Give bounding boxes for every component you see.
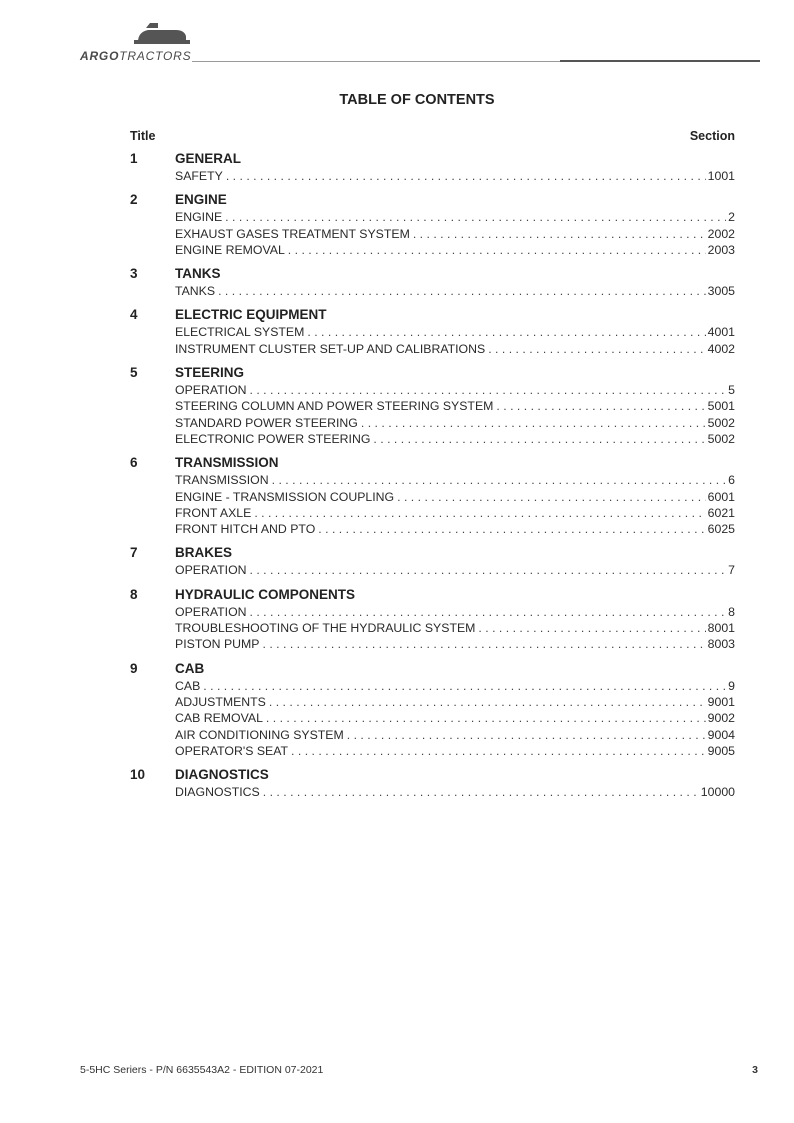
entry-section-number: 8001 <box>707 621 735 636</box>
dot-leader <box>373 431 705 447</box>
toc-entry[interactable] <box>175 283 735 299</box>
toc-entry[interactable] <box>175 710 735 726</box>
toc-entry[interactable] <box>175 620 735 636</box>
toc-entry[interactable] <box>175 382 735 398</box>
entry-section-number: 2003 <box>707 242 735 257</box>
dot-leader <box>488 341 705 357</box>
entry-label: SAFETY <box>175 169 223 183</box>
toc-section <box>130 454 735 537</box>
entry-label: ELECTRICAL SYSTEM <box>175 325 305 340</box>
entry-section-number: 9 <box>728 678 735 693</box>
entry-label: EXHAUST GASES TREATMENT SYSTEM <box>175 226 410 241</box>
entry-label: ENGINE <box>175 210 223 225</box>
footer-page-number: 3 <box>752 1064 758 1076</box>
toc-section <box>130 150 735 184</box>
toc-section <box>130 191 735 258</box>
entry-label: ENGINE - TRANSMISSION COUPLING <box>175 489 395 504</box>
table-of-contents <box>130 150 735 807</box>
toc-entry[interactable] <box>175 489 735 505</box>
entry-section-number: 5 <box>728 383 735 398</box>
column-header-title: Title <box>130 129 156 143</box>
entry-section-number: 4001 <box>707 325 735 340</box>
toc-entry[interactable] <box>175 242 735 258</box>
section-title[interactable]: GENERAL <box>175 151 242 166</box>
section-number: 10 <box>130 767 146 783</box>
entry-section-number: 2 <box>728 210 735 225</box>
entry-label: OPERATOR'S SEAT <box>175 743 289 758</box>
toc-section <box>130 660 735 759</box>
entry-label: TANKS <box>175 284 216 299</box>
toc-entry[interactable] <box>175 636 735 652</box>
entry-section-number: 9004 <box>707 727 735 742</box>
dot-leader <box>347 727 706 743</box>
section-number: 6 <box>130 455 138 471</box>
section-title[interactable]: TANKS <box>175 266 221 282</box>
section-number: 4 <box>130 307 138 323</box>
entry-label: FRONT HITCH AND PTO <box>175 522 316 537</box>
section-title[interactable]: ENGINE <box>175 192 227 208</box>
dot-leader <box>225 209 726 225</box>
entry-label: OPERATION <box>175 383 247 398</box>
entry-section-number: 6025 <box>707 522 735 537</box>
section-number: 8 <box>130 586 138 602</box>
toc-section <box>130 544 735 578</box>
entry-section-number: 1001 <box>707 169 735 183</box>
entry-label: FRONT AXLE <box>175 505 252 520</box>
entry-section-number: 8003 <box>707 637 735 652</box>
dot-leader <box>307 324 705 340</box>
dot-leader <box>263 636 706 652</box>
entry-label: ELECTRONIC POWER STEERING <box>175 431 371 446</box>
entry-section-number: 10000 <box>700 785 735 800</box>
dot-leader <box>478 620 705 636</box>
section-number: 7 <box>130 545 138 561</box>
section-number: 3 <box>130 266 138 282</box>
dot-leader <box>413 226 706 242</box>
page-header <box>0 0 794 70</box>
entry-label: INSTRUMENT CLUSTER SET-UP AND CALIBRATIONS <box>175 341 486 356</box>
section-number: 5 <box>130 365 138 381</box>
toc-section <box>130 364 735 447</box>
entry-section-number: 7 <box>728 563 735 578</box>
entry-label: TRANSMISSION <box>175 473 269 488</box>
toc-entry[interactable] <box>175 562 735 578</box>
entry-label: STANDARD POWER STEERING <box>175 415 358 430</box>
toc-entry[interactable] <box>175 341 735 357</box>
entry-section-number: 3005 <box>707 284 735 299</box>
entry-section-number: 9002 <box>707 711 735 726</box>
entry-section-number: 5001 <box>707 399 735 414</box>
toc-entry[interactable] <box>175 727 735 743</box>
dot-leader <box>266 710 706 726</box>
dot-leader <box>250 562 727 578</box>
toc-entry[interactable] <box>175 472 735 488</box>
logo-wordmark: ARGOTRACTORS <box>80 49 192 63</box>
toc-section <box>130 766 735 800</box>
section-title[interactable]: BRAKES <box>175 545 233 561</box>
dot-leader <box>203 678 726 694</box>
footer-document-id: 5-5HC Seriers - P/N 6635543A2 - EDITION 07-2021 <box>80 1064 324 1076</box>
section-number: 2 <box>130 192 138 208</box>
entry-label: ENGINE REMOVAL <box>175 242 285 257</box>
entry-section-number: 9005 <box>707 743 735 758</box>
section-title[interactable]: DIAGNOSTICS <box>175 767 269 783</box>
dot-leader <box>218 283 706 299</box>
toc-section <box>130 306 735 357</box>
entry-label: CAB REMOVAL <box>175 711 263 726</box>
toc-entry[interactable] <box>175 694 735 710</box>
toc-entry[interactable] <box>175 324 735 340</box>
dot-leader <box>263 784 699 800</box>
entry-section-number: 6001 <box>707 489 735 504</box>
dot-leader <box>250 382 727 398</box>
toc-entry[interactable] <box>175 209 735 225</box>
toc-entry[interactable] <box>175 226 735 242</box>
entry-label: CAB <box>175 678 201 693</box>
entry-section-number: 8 <box>728 604 735 619</box>
column-header-section: Section <box>689 129 735 143</box>
entry-label: STEERING COLUMN AND POWER STEERING SYSTEM <box>175 399 494 414</box>
dot-leader <box>397 489 706 505</box>
entry-section-number: 5002 <box>707 415 735 430</box>
toc-section <box>130 265 735 299</box>
entry-section-number: 2002 <box>707 226 735 241</box>
entry-section-number: 5002 <box>707 431 735 446</box>
dot-leader <box>496 398 705 414</box>
header-rule-accent <box>560 60 760 62</box>
toc-entry[interactable] <box>175 415 735 431</box>
toc-entry[interactable] <box>175 678 735 694</box>
toc-section <box>130 586 735 653</box>
dot-leader <box>288 242 706 258</box>
entry-label: AIR CONDITIONING SYSTEM <box>175 727 344 742</box>
entry-section-number: 6 <box>728 473 735 488</box>
dot-leader <box>272 472 727 488</box>
dot-leader <box>361 415 706 431</box>
entry-label: TROUBLESHOOTING OF THE HYDRAULIC SYSTEM <box>175 621 476 636</box>
entry-label: OPERATION <box>175 604 247 619</box>
section-title[interactable]: STEERING <box>175 365 245 381</box>
toc-entry[interactable] <box>175 604 735 620</box>
section-title[interactable]: ELECTRIC EQUIPMENT <box>175 307 327 323</box>
entry-label: OPERATION <box>175 563 247 578</box>
brand-logo <box>80 22 210 66</box>
section-title[interactable]: CAB <box>175 660 205 676</box>
toc-entry[interactable] <box>175 505 735 521</box>
page-title: TABLE OF CONTENTS <box>339 92 495 108</box>
entry-label: PISTON PUMP <box>175 637 260 652</box>
section-title[interactable]: HYDRAULIC COMPONENTS <box>175 586 356 602</box>
dot-leader <box>269 694 706 710</box>
dot-leader <box>318 521 705 537</box>
tractor-logo-icon <box>132 22 192 46</box>
section-number: 1 <box>130 151 138 166</box>
section-number: 9 <box>130 660 138 676</box>
toc-entry[interactable] <box>175 743 735 759</box>
toc-entry[interactable] <box>175 431 735 447</box>
section-title[interactable]: TRANSMISSION <box>175 455 279 471</box>
entry-label: ADJUSTMENTS <box>175 694 266 709</box>
entry-label: DIAGNOSTICS <box>175 785 260 800</box>
entry-section-number: 4002 <box>707 341 735 356</box>
entry-section-number: 6021 <box>707 505 735 520</box>
dot-leader <box>254 505 705 521</box>
entry-section-number: 9001 <box>707 694 735 709</box>
dot-leader <box>291 743 706 759</box>
toc-entry[interactable] <box>175 521 735 537</box>
toc-entry[interactable] <box>175 398 735 414</box>
dot-leader <box>226 168 706 184</box>
toc-entry[interactable] <box>175 784 735 800</box>
toc-entry[interactable] <box>175 168 735 184</box>
dot-leader <box>250 604 727 620</box>
